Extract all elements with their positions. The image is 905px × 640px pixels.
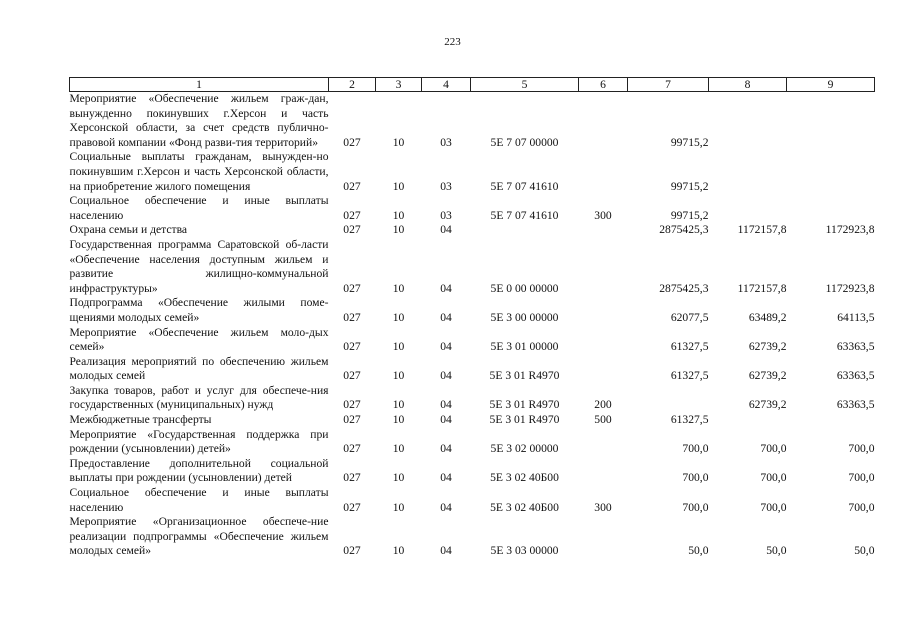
section-code: 10	[392, 471, 405, 485]
target-article-code: 5Е 3 02 40Б00	[490, 500, 559, 514]
subsection-code: 03	[440, 208, 452, 222]
table-row	[70, 428, 875, 457]
subsection-code: 04	[440, 471, 452, 485]
item-name: Мероприятие «Государственная поддержка при рождении (усыновлении) детей»	[69, 427, 329, 456]
amount-col9: 63363,5	[836, 340, 875, 354]
target-article-code: 5Е 3 00 00000	[490, 310, 559, 324]
subsection-code: 04	[440, 281, 452, 295]
amount-col7: 99715,2	[670, 179, 709, 193]
target-article-code: 5Е 7 07 41610	[490, 208, 559, 222]
budget-table	[69, 77, 875, 559]
column-header: 7	[628, 78, 709, 92]
ministry-code: 027	[343, 179, 361, 193]
amount-col8: 62739,2	[748, 340, 787, 354]
expense-type-code	[579, 457, 628, 486]
table-row	[70, 486, 875, 515]
column-number-row	[70, 78, 875, 92]
amount-col8: 1172157,8	[737, 223, 787, 237]
section-code: 10	[392, 223, 405, 237]
item-name: Государственная программа Саратовской об-ласти «Обеспечение населения доступным жильем и развитие жилищно-коммунальной инфраструктуры»	[69, 237, 329, 295]
ministry-code: 027	[343, 223, 361, 237]
subsection-code: 03	[440, 135, 452, 149]
amount-col7: 700,0	[682, 500, 709, 514]
subsection-code: 03	[440, 179, 452, 193]
section-code: 10	[392, 500, 405, 514]
subsection-code: 04	[440, 223, 452, 237]
column-header: 4	[422, 78, 471, 92]
subsection-code: 04	[440, 544, 452, 558]
item-name: Мероприятие «Обеспечение жильем граж-дан, вынужденно покинувших г.Херсон и часть Херсонской области, за счет средств публично-правовой компании «Фонд разви-тия территорий»	[69, 92, 329, 149]
table-row	[70, 355, 875, 384]
amount-col8	[709, 194, 787, 223]
expense-type-code	[579, 326, 628, 355]
target-article-code: 5Е 3 01 R4970	[489, 369, 560, 383]
table-row	[70, 326, 875, 355]
amount-col9: 700,0	[848, 471, 875, 485]
section-code: 10	[392, 179, 405, 193]
budget-table-body	[70, 92, 875, 560]
column-header: 3	[376, 78, 422, 92]
section-code: 10	[392, 310, 405, 324]
item-name: Закупка товаров, работ и услуг для обеспече-ния государственных (муниципальных) нужд	[69, 383, 329, 412]
subsection-code: 04	[440, 369, 452, 383]
column-header: 9	[787, 78, 875, 92]
amount-col7: 62077,5	[670, 310, 709, 324]
section-code: 10	[392, 281, 405, 295]
amount-col8: 62739,2	[748, 398, 787, 412]
amount-col9: 700,0	[848, 500, 875, 514]
expense-type-code	[579, 238, 628, 296]
subsection-code: 04	[440, 442, 452, 456]
ministry-code: 027	[343, 340, 361, 354]
expense-type-code	[579, 355, 628, 384]
subsection-code: 04	[440, 413, 452, 427]
amount-col7: 61327,5	[670, 340, 709, 354]
amount-col9: 700,0	[848, 442, 875, 456]
table-row	[70, 238, 875, 296]
amount-col7: 700,0	[682, 442, 709, 456]
target-article-code: 5Е 7 07 41610	[490, 179, 559, 193]
ministry-code: 027	[343, 413, 361, 427]
amount-col7: 99715,2	[670, 208, 709, 222]
expense-type-code	[579, 92, 628, 151]
ministry-code: 027	[343, 398, 361, 412]
target-article-code: 5Е 3 01 R4970	[489, 413, 560, 427]
item-name: Социальное обеспечение и иные выплаты населению	[69, 486, 329, 514]
amount-col8: 700,0	[760, 442, 787, 456]
section-code: 10	[392, 340, 405, 354]
amount-col9	[787, 150, 875, 194]
section-code: 10	[392, 442, 405, 456]
table-row	[70, 515, 875, 559]
amount-col9	[787, 413, 875, 428]
item-name: Реализация мероприятий по обеспечению жильем молодых семей	[69, 354, 329, 383]
ministry-code: 027	[343, 471, 361, 485]
amount-col7: 2875425,3	[659, 223, 709, 237]
section-code: 10	[392, 369, 405, 383]
table-row	[70, 384, 875, 413]
amount-col9	[787, 194, 875, 223]
subsection-code: 04	[440, 500, 452, 514]
item-name: Охрана семьи и детства	[69, 223, 188, 237]
amount-col7	[628, 384, 709, 413]
target-article-code: 5Е 3 03 00000	[490, 544, 559, 558]
section-code: 10	[392, 544, 405, 558]
target-article-code	[471, 223, 579, 238]
item-name: Социальные выплаты гражданам, вынужден-но покинувшим г.Херсон и часть Херсонской области, на приобретение жилого помещения	[69, 150, 329, 193]
section-code: 10	[392, 413, 405, 427]
amount-col9: 63363,5	[836, 369, 875, 383]
expense-type-code	[579, 296, 628, 325]
target-article-code: 5Е 3 01 R4970	[489, 398, 560, 412]
table-row	[70, 194, 875, 223]
target-article-code: 5Е 3 02 00000	[490, 442, 559, 456]
item-name: Мероприятие «Обеспечение жильем моло-дых семей»	[69, 325, 329, 354]
amount-col7: 2875425,3	[659, 281, 709, 295]
amount-col8: 700,0	[760, 500, 787, 514]
expense-type-code	[579, 515, 628, 559]
amount-col9: 50,0	[854, 544, 875, 558]
subsection-code: 04	[440, 340, 452, 354]
item-name: Межбюджетные трансферты	[69, 413, 212, 427]
expense-type-code	[579, 223, 628, 238]
item-name: Предоставление дополнительной социальной выплаты при рождении (усыновлении) детей	[69, 456, 329, 485]
amount-col9: 63363,5	[836, 398, 875, 412]
amount-col9: 64113,5	[837, 310, 875, 324]
amount-col7: 61327,5	[670, 413, 709, 427]
amount-col7: 99715,2	[670, 135, 709, 149]
section-code: 10	[392, 135, 405, 149]
amount-col8: 63489,2	[748, 310, 787, 324]
expense-type-code	[579, 428, 628, 457]
expense-type-code: 300	[594, 208, 612, 222]
table-row	[70, 296, 875, 325]
column-header: 5	[471, 78, 579, 92]
table-row	[70, 150, 875, 194]
amount-col8	[709, 150, 787, 194]
table-row	[70, 413, 875, 428]
section-code: 10	[392, 208, 405, 222]
amount-col9: 1172923,8	[825, 223, 875, 237]
page-number: 223	[444, 36, 461, 48]
column-header: 8	[709, 78, 787, 92]
table-row	[70, 223, 875, 238]
ministry-code: 027	[343, 500, 361, 514]
ministry-code: 027	[343, 310, 361, 324]
amount-col7: 700,0	[682, 471, 709, 485]
target-article-code: 5Е 3 01 00000	[490, 340, 559, 354]
amount-col8: 50,0	[766, 544, 787, 558]
expense-type-code: 300	[594, 500, 612, 514]
ministry-code: 027	[343, 369, 361, 383]
subsection-code: 04	[440, 398, 452, 412]
ministry-code: 027	[343, 544, 361, 558]
table-row	[70, 457, 875, 486]
ministry-code: 027	[343, 208, 361, 222]
column-header: 2	[329, 78, 376, 92]
amount-col8: 62739,2	[748, 369, 787, 383]
column-header: 1	[70, 78, 329, 92]
amount-col8	[709, 92, 787, 151]
item-name: Мероприятие «Организационное обеспече-ние реализации подпрограммы «Обеспечение жильем молодых семей»	[69, 515, 329, 558]
amount-col7: 61327,5	[670, 369, 709, 383]
expense-type-code	[579, 150, 628, 194]
amount-col8: 1172157,8	[737, 281, 787, 295]
item-name: Подпрограмма «Обеспечение жилыми поме-щениями молодых семей»	[69, 296, 329, 324]
section-code: 10	[392, 398, 405, 412]
amount-col8: 700,0	[760, 471, 787, 485]
amount-col7: 50,0	[688, 544, 709, 558]
expense-type-code: 500	[594, 413, 612, 427]
item-name: Социальное обеспечение и иные выплаты населению	[69, 194, 329, 222]
ministry-code: 027	[343, 281, 361, 295]
target-article-code: 5Е 3 02 40Б00	[490, 471, 559, 485]
target-article-code: 5Е 0 00 00000	[490, 281, 559, 295]
amount-col9	[787, 92, 875, 151]
subsection-code: 04	[440, 310, 452, 324]
amount-col8	[709, 413, 787, 428]
ministry-code: 027	[343, 442, 361, 456]
target-article-code: 5Е 7 07 00000	[490, 135, 559, 149]
expense-type-code: 200	[594, 398, 612, 412]
table-row	[70, 92, 875, 151]
amount-col9: 1172923,8	[825, 281, 875, 295]
column-header: 6	[579, 78, 628, 92]
ministry-code: 027	[343, 135, 361, 149]
